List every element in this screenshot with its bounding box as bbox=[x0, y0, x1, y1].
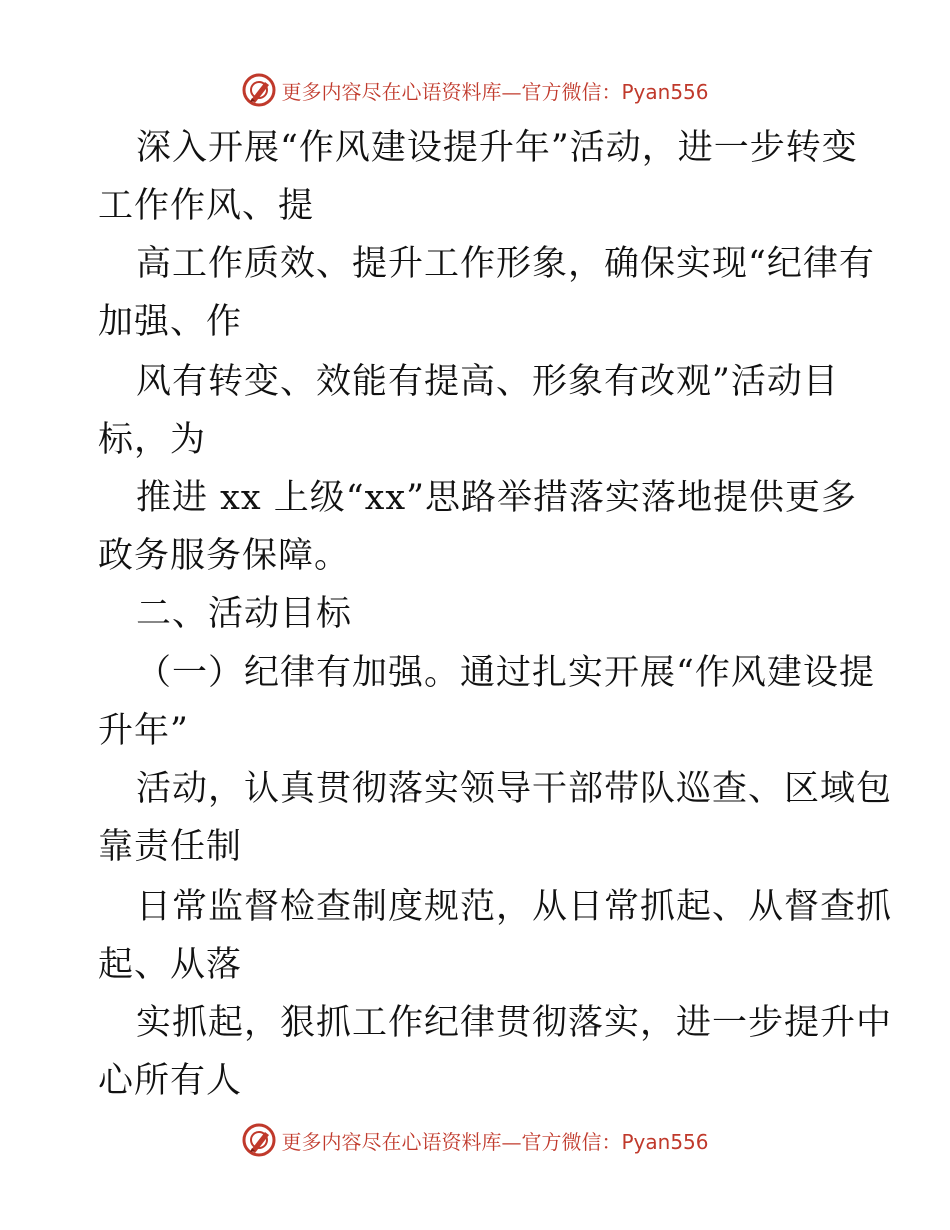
footer-watermark-banner bbox=[0, 1120, 950, 1160]
pen-logo-icon bbox=[241, 72, 277, 108]
body-line-1: 深入开展“作风建设提升年”活动，进一步转变 bbox=[136, 128, 858, 168]
section-heading-objectives: 二、活动目标 bbox=[136, 594, 353, 634]
body-line-17: 心所有人 bbox=[98, 1061, 243, 1101]
footer-wechat-id: Pyan556 bbox=[621, 1129, 709, 1154]
body-line-15: 起、从落 bbox=[98, 945, 243, 985]
body-line-8: 政务服务保障。 bbox=[98, 536, 351, 576]
body-line-5: 风有转变、效能有提高、形象有改观”活动目 bbox=[136, 362, 839, 402]
body-line-3: 高工作质效、提升工作形象，确保实现“纪律有 bbox=[136, 244, 875, 284]
body-line-12: 活动，认真贯彻落实领导干部带队巡查、区域包 bbox=[136, 769, 893, 809]
body-line-13: 靠责任制 bbox=[98, 827, 243, 867]
pen-logo-icon bbox=[241, 1122, 277, 1158]
body-line-7: 推进 xx 上级“xx”思路举措落实落地提供更多 bbox=[136, 478, 857, 518]
header-wechat-id: Pyan556 bbox=[621, 79, 709, 104]
body-line-4: 加强、作 bbox=[98, 302, 243, 342]
body-line-2: 工作作风、提 bbox=[98, 186, 315, 226]
body-line-6: 标，为 bbox=[98, 420, 207, 460]
body-line-14: 日常监督检查制度规范，从日常抓起、从督查抓 bbox=[136, 887, 893, 927]
header-banner-text: 更多内容尽在心语资料库—官方微信：Pyan556 bbox=[281, 79, 709, 104]
body-line-16: 实抓起，狠抓工作纪律贯彻落实，进一步提升中 bbox=[136, 1003, 893, 1043]
footer-banner-text: 更多内容尽在心语资料库—官方微信：Pyan556 bbox=[281, 1129, 709, 1154]
header-watermark-banner bbox=[0, 70, 950, 110]
body-line-10: （一）纪律有加强。通过扎实开展“作风建设提 bbox=[136, 653, 875, 693]
body-line-11: 升年” bbox=[98, 711, 189, 751]
